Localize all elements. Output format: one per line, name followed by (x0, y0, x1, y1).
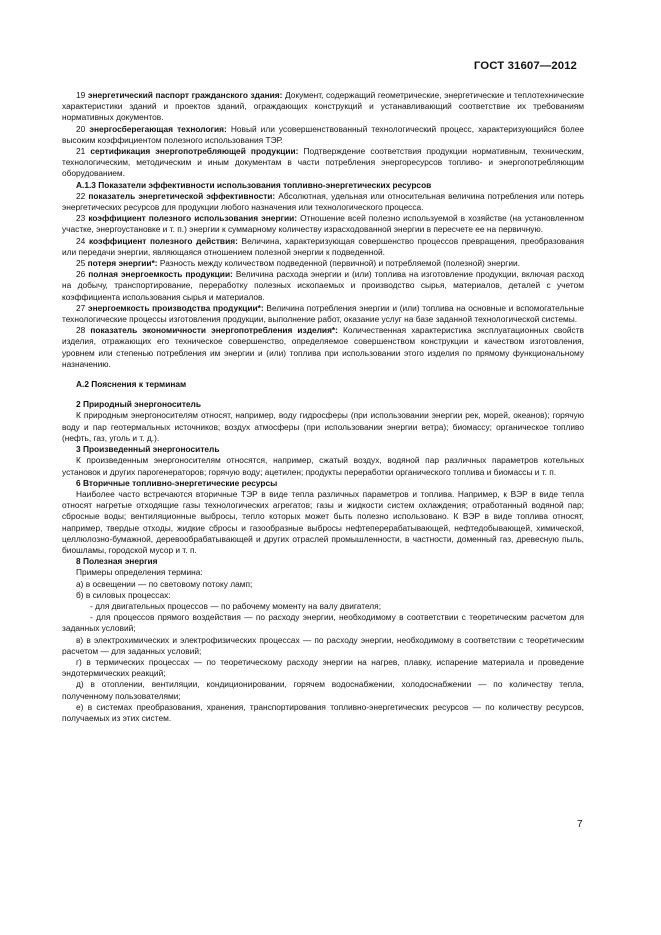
term-text: Отношение всей полезно используемой в хозяйстве (на установленном участке, энергоустановке и т. п.) энергии к суммарному количеству израсходованной энергии в пересчете ее на первичную. (62, 213, 585, 235)
term-number: 21 (76, 146, 86, 157)
term-definition (62, 269, 584, 303)
term-definition (62, 213, 584, 235)
paragraph: г) в термических процессах — по теоретическому расходу энергии на нагрев, плавку, испарение материала и проведение эндотермических реакций; (62, 656, 584, 679)
paragraph: - для двигательных процессов — по рабочему моменту на валу двигателя; (90, 600, 382, 611)
paragraph: б) в силовых процессах: (76, 589, 171, 600)
term-number: 27 (76, 302, 86, 313)
term-definition (62, 191, 584, 213)
paragraph: Наиболее часто встречаются вторичные ТЭР в виде тепла различных параметров и топлива. Например, к ВЭР в виде тепла относят нагретые отходящие газы технологических агрегатов; газы и жидкости систем охлаждения; отработанный водяной пар; сбросные воды; вентиляционные выбросы, тепло которых может быть полезно использовано. К ВЭР в виде топлива относят, например, твердые отходы, жидкие сбросы и газообразные выбросы нефтеперерабатывающей, нефтедобывающей, химической, целлюлозно-бумажной, деревообрабатывающей и других отраслей промышленности, в частности, доменный газ, древесную пыль, биошламы, городской мусор и т. п. (62, 488, 584, 555)
term-number: 19 (76, 90, 86, 100)
paragraph: а) в освещении — по световому потоку ламп; (76, 578, 253, 589)
term-number: 20 (76, 123, 86, 134)
term-text: Подтверждение соответствия продукции нормативным, техническим, технологическим, методическим и иным документам в части потребления энергоресурсов топливо- и энергопотребляющим оборудованием. (62, 146, 584, 179)
term-name: потеря энергии*: (87, 258, 158, 269)
section-heading: 3 Произведенный энергоноситель (76, 444, 220, 455)
term-number: 22 (76, 190, 86, 201)
term-definition (62, 146, 584, 180)
term-definition (62, 236, 584, 258)
term-number: 28 (76, 325, 86, 336)
paragraph: Примеры определения термина: (76, 567, 203, 578)
term-definition (62, 303, 584, 325)
term-name: энергосберегающая технология: (89, 123, 227, 134)
term-text: Документ, содержащий геометрические, энергетические и теплотехнические характеристики зданий и проектов зданий, ограждающих конструкций и устанавливающий соответствие их требованиям нормативных документов. (62, 90, 585, 123)
term-definition (62, 124, 584, 146)
page-number: 7 (577, 819, 583, 830)
term-name: показатель энергетической эффективности: (88, 190, 276, 201)
section-heading: А.1.3 Показатели эффективности использования топливно-энергетических ресурсов (76, 179, 432, 190)
term-name: энергоемкость производства продукции*: (87, 302, 264, 313)
paragraph: К природным энергоносителям относят, например, воду гидросферы (при использовании энергии рек, морей, океанов); горячую воду и пар геотермальных источников; воздух атмосферы (при использовании энергии ветра); биомассу; органическое топливо (нефть, газ, уголь и т. д.). (62, 410, 584, 443)
term-number: 24 (76, 235, 86, 246)
term-number: 26 (76, 269, 86, 280)
term-text: Разность между количеством подведенной (первичной) и потребляемой (полезной) энергии. (159, 258, 520, 269)
paragraph: д) в отоплении, вентиляции, кондиционировании, горячем водоснабжении, холодоснабжении — по количеству тепла, полученному пользователями; (62, 679, 584, 701)
section-heading: 2 Природный энергоноситель (76, 399, 201, 410)
term-name: энергетический паспорт гражданского здания: (87, 90, 283, 100)
term-definition (62, 90, 584, 124)
term-name: сертификация энергопотребляющей продукции: (90, 146, 299, 157)
term-name: показатель экономичности энергопотребления изделия*: (90, 325, 338, 336)
term-text: Новый или усовершенствованный технологический процесс, характеризующийся более высоким коэффициентом полезного использования ТЭР. (62, 123, 584, 145)
paragraph: К произведенным энергоносителям относятся, например, сжатый воздух, водяной пар различных параметров котельных установок и других парогенераторов; горячую воду; ацетилен; продукты переработки органического топлива и биомассы и т. п. (62, 455, 584, 477)
term-number: 25 (76, 258, 86, 269)
paragraph: в) в электрохимических и электрофизических процессах — по расходу энергии, необходимому в соответствии с теоретическим расчетом — для заданных условий; (62, 634, 584, 656)
term-number: 23 (76, 213, 86, 224)
document-body (62, 90, 584, 724)
paragraph: е) в системах преобразования, хранения, транспортирования топливно-энергетических ресурсов — по количеству ресурсов, получаемых из этих систем. (62, 701, 584, 723)
term-text: Величина потребления энергии и (или) топлива на основные и вспомогательные технологические процессы изготовления продукции, выполнение работ, оказание услуг на базе заданной технологической системы. (62, 302, 584, 325)
term-name: коэффициент полезного использования энергии: (88, 213, 298, 224)
term-text: Абсолютная, удельная или относительная величина потребления или потерь энергетических ресурсов для продукции любого назначения или технологического процесса. (62, 190, 584, 213)
term-text: Величина, характеризующая совершенство процессов превращения, преобразования или передачи энергии, являющаяся отношением полезной энергии к подведенной. (62, 235, 584, 257)
term-name: коэффициент полезного действия: (88, 235, 238, 246)
section-heading: 8 Полезная энергия (76, 556, 158, 567)
paragraph: - для процессов прямого воздействия — по расходу энергии, необходимому в соответствии с теоретическим расчетом для заданных условий; (62, 612, 584, 634)
section-heading: 6 Вторичные топливно-энергетические ресурсы (76, 477, 278, 488)
term-text: Величина расхода энергии и (или) топлива на изготовление продукции, включая расход на добычу, транспортирование, переработку полезных ископаемых и производство сырья, материалов, деталей с учетом коэффициента использования сырья и материалов. (62, 269, 584, 302)
document-standard-number: ГОСТ 31607—2012 (473, 60, 577, 72)
term-text: Количественная характеристика эксплуатационных свойств изделия, отражающих его техническое совершенство, определяемое совершенством конструкции и качеством изготовления, уровнем или степенью потребления им энергии и (или) топлива при использовании этого изделия по прямому функциональному назначению. (62, 325, 584, 369)
term-definition (62, 325, 584, 370)
term-definition (62, 258, 584, 269)
section-heading: А.2 Пояснения к терминам (76, 379, 187, 390)
term-name: полная энергоемкость продукции: (88, 269, 233, 280)
